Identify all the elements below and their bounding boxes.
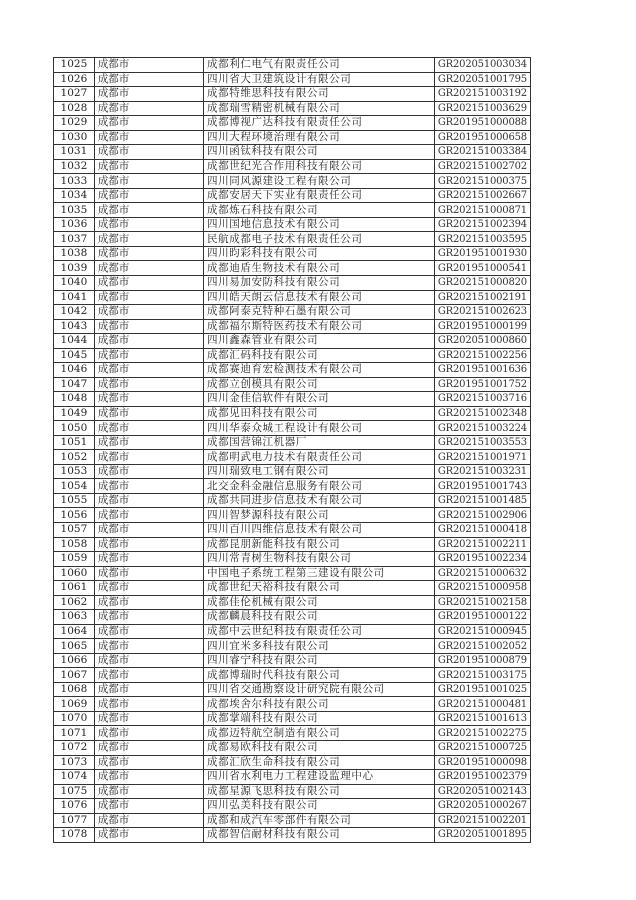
certificate-code-cell: GR202151000871 bbox=[434, 203, 530, 218]
company-name-cell: 四川智梦源科技有限公司 bbox=[204, 508, 435, 523]
certificate-code-cell: GR202151000632 bbox=[434, 566, 530, 581]
certificate-code-cell: GR202151003595 bbox=[434, 232, 530, 247]
certificate-code-cell: GR201951000879 bbox=[434, 653, 530, 668]
certificate-code-cell: GR202151002906 bbox=[434, 508, 530, 523]
company-name-cell: 成都易欧科技有限公司 bbox=[204, 740, 435, 755]
table-row bbox=[54, 421, 531, 436]
table-row bbox=[54, 217, 531, 232]
row-number-cell: 1025 bbox=[54, 58, 95, 73]
certificate-code-cell: GR202151001613 bbox=[434, 711, 530, 726]
table-row bbox=[54, 711, 531, 726]
row-number-cell: 1058 bbox=[54, 537, 95, 552]
table-row bbox=[54, 639, 531, 654]
city-cell: 成都市 bbox=[94, 348, 203, 363]
table-row bbox=[54, 87, 531, 102]
company-name-cell: 四川同风源建设工程有限公司 bbox=[204, 174, 435, 189]
city-cell: 成都市 bbox=[94, 740, 203, 755]
table-row bbox=[54, 174, 531, 189]
company-name-cell: 四川百川四维信息技术有限公司 bbox=[204, 523, 435, 538]
row-number-cell: 1039 bbox=[54, 261, 95, 276]
table-row bbox=[54, 581, 531, 596]
certificate-code-cell: GR202151000945 bbox=[434, 624, 530, 639]
company-name-cell: 成都中云世纪科技有限责任公司 bbox=[204, 624, 435, 639]
row-number-cell: 1047 bbox=[54, 377, 95, 392]
certificate-code-cell: GR201951001636 bbox=[434, 363, 530, 378]
table-row bbox=[54, 450, 531, 465]
city-cell: 成都市 bbox=[94, 116, 203, 131]
row-number-cell: 1076 bbox=[54, 799, 95, 814]
certificate-code-cell: GR201951002379 bbox=[434, 770, 530, 785]
table-row bbox=[54, 523, 531, 538]
company-name-cell: 成都迈特航空制造有限公司 bbox=[204, 726, 435, 741]
table-row bbox=[54, 770, 531, 785]
certificate-code-cell: GR202151003231 bbox=[434, 464, 530, 479]
company-name-cell: 成都昆朋新能科技有限公司 bbox=[204, 537, 435, 552]
table-row bbox=[54, 624, 531, 639]
company-name-cell: 成都共同进步信息技术有限公司 bbox=[204, 493, 435, 508]
company-name-cell: 成都立创模具有限公司 bbox=[204, 377, 435, 392]
city-cell: 成都市 bbox=[94, 246, 203, 261]
company-name-cell: 成都掌端科技有限公司 bbox=[204, 711, 435, 726]
certificate-code-cell: GR202051000267 bbox=[434, 799, 530, 814]
company-name-cell: 成都安居天下实业有限责任公司 bbox=[204, 188, 435, 203]
row-number-cell: 1043 bbox=[54, 319, 95, 334]
company-name-cell: 中国电子系统工程第三建设有限公司 bbox=[204, 566, 435, 581]
company-name-cell: 成都国营锦江机器厂 bbox=[204, 435, 435, 450]
table-row bbox=[54, 755, 531, 770]
city-cell: 成都市 bbox=[94, 711, 203, 726]
row-number-cell: 1051 bbox=[54, 435, 95, 450]
row-number-cell: 1073 bbox=[54, 755, 95, 770]
company-name-cell: 成都世纪天裕科技有限公司 bbox=[204, 581, 435, 596]
certificate-code-cell: GR202051003034 bbox=[434, 58, 530, 73]
company-name-cell: 成都炼石科技有限公司 bbox=[204, 203, 435, 218]
city-cell: 成都市 bbox=[94, 261, 203, 276]
city-cell: 成都市 bbox=[94, 682, 203, 697]
table-row bbox=[54, 537, 531, 552]
company-name-cell: 成都福尔斯特医药技术有限公司 bbox=[204, 319, 435, 334]
row-number-cell: 1055 bbox=[54, 493, 95, 508]
row-number-cell: 1077 bbox=[54, 813, 95, 828]
table-row bbox=[54, 72, 531, 87]
city-cell: 成都市 bbox=[94, 595, 203, 610]
table-row bbox=[54, 275, 531, 290]
city-cell: 成都市 bbox=[94, 174, 203, 189]
company-name-cell: 成都迪盾生物技术有限公司 bbox=[204, 261, 435, 276]
city-cell: 成都市 bbox=[94, 392, 203, 407]
certificate-code-cell: GR202151003553 bbox=[434, 435, 530, 450]
certificate-code-cell: GR201951000541 bbox=[434, 261, 530, 276]
company-name-cell: 成都麟晨科技有限公司 bbox=[204, 610, 435, 625]
table-row bbox=[54, 261, 531, 276]
company-name-cell: 成都汇欣生命科技有限公司 bbox=[204, 755, 435, 770]
row-number-cell: 1057 bbox=[54, 523, 95, 538]
row-number-cell: 1041 bbox=[54, 290, 95, 305]
table-row bbox=[54, 334, 531, 349]
row-number-cell: 1075 bbox=[54, 784, 95, 799]
city-cell: 成都市 bbox=[94, 319, 203, 334]
city-cell: 成都市 bbox=[94, 145, 203, 160]
table-row bbox=[54, 566, 531, 581]
company-name-cell: 四川函钛科技有限公司 bbox=[204, 145, 435, 160]
company-name-cell: 四川华泰众城工程设计有限公司 bbox=[204, 421, 435, 436]
city-cell: 成都市 bbox=[94, 334, 203, 349]
row-number-cell: 1063 bbox=[54, 610, 95, 625]
row-number-cell: 1069 bbox=[54, 697, 95, 712]
company-name-cell: 四川易加安防科技有限公司 bbox=[204, 275, 435, 290]
table-body bbox=[54, 58, 531, 843]
row-number-cell: 1034 bbox=[54, 188, 95, 203]
city-cell: 成都市 bbox=[94, 203, 203, 218]
table-row bbox=[54, 508, 531, 523]
company-name-cell: 四川国地信息技术有限公司 bbox=[204, 217, 435, 232]
row-number-cell: 1052 bbox=[54, 450, 95, 465]
table-row bbox=[54, 653, 531, 668]
city-cell: 成都市 bbox=[94, 130, 203, 145]
row-number-cell: 1060 bbox=[54, 566, 95, 581]
company-name-cell: 四川鑫森管业有限公司 bbox=[204, 334, 435, 349]
city-cell: 成都市 bbox=[94, 668, 203, 683]
table-row bbox=[54, 101, 531, 116]
row-number-cell: 1053 bbox=[54, 464, 95, 479]
city-cell: 成都市 bbox=[94, 232, 203, 247]
row-number-cell: 1068 bbox=[54, 682, 95, 697]
company-name-cell: 成都佳伦机械有限公司 bbox=[204, 595, 435, 610]
certificate-code-cell: GR202151001971 bbox=[434, 450, 530, 465]
certificate-code-cell: GR201951000088 bbox=[434, 116, 530, 131]
certificate-code-cell: GR202151001485 bbox=[434, 493, 530, 508]
row-number-cell: 1038 bbox=[54, 246, 95, 261]
company-name-cell: 四川金佳信软件有限公司 bbox=[204, 392, 435, 407]
table-row bbox=[54, 784, 531, 799]
certificate-code-cell: GR202151002191 bbox=[434, 290, 530, 305]
company-name-cell: 成都利仁电气有限责任公司 bbox=[204, 58, 435, 73]
city-cell: 成都市 bbox=[94, 87, 203, 102]
certificate-code-cell: GR202151000418 bbox=[434, 523, 530, 538]
row-number-cell: 1049 bbox=[54, 406, 95, 421]
row-number-cell: 1067 bbox=[54, 668, 95, 683]
table-row bbox=[54, 305, 531, 320]
row-number-cell: 1066 bbox=[54, 653, 95, 668]
city-cell: 成都市 bbox=[94, 828, 203, 843]
table-row bbox=[54, 159, 531, 174]
company-name-cell: 成都赛迪育宏检测技术有限公司 bbox=[204, 363, 435, 378]
city-cell: 成都市 bbox=[94, 363, 203, 378]
company-name-cell: 民航成都电子技术有限责任公司 bbox=[204, 232, 435, 247]
city-cell: 成都市 bbox=[94, 72, 203, 87]
company-name-cell: 四川宜米多科技有限公司 bbox=[204, 639, 435, 654]
table-row bbox=[54, 552, 531, 567]
city-cell: 成都市 bbox=[94, 217, 203, 232]
city-cell: 成都市 bbox=[94, 770, 203, 785]
company-name-cell: 四川省水利电力工程建设监理中心 bbox=[204, 770, 435, 785]
certificate-code-cell: GR201951000122 bbox=[434, 610, 530, 625]
table-row bbox=[54, 145, 531, 160]
certificate-code-cell: GR202051002143 bbox=[434, 784, 530, 799]
row-number-cell: 1033 bbox=[54, 174, 95, 189]
table-row bbox=[54, 697, 531, 712]
city-cell: 成都市 bbox=[94, 566, 203, 581]
company-name-cell: 成都瑞雪精密机械有限公司 bbox=[204, 101, 435, 116]
row-number-cell: 1059 bbox=[54, 552, 95, 567]
table-row bbox=[54, 246, 531, 261]
row-number-cell: 1036 bbox=[54, 217, 95, 232]
certificate-code-cell: GR202151003175 bbox=[434, 668, 530, 683]
certificate-code-cell: GR202051000860 bbox=[434, 334, 530, 349]
table-row bbox=[54, 406, 531, 421]
company-name-cell: 四川常青树生物科技有限公司 bbox=[204, 552, 435, 567]
table-row bbox=[54, 740, 531, 755]
certificate-code-cell: GR202151003224 bbox=[434, 421, 530, 436]
company-name-cell: 四川皓天朗云信息技术有限公司 bbox=[204, 290, 435, 305]
certificate-code-cell: GR201951001752 bbox=[434, 377, 530, 392]
city-cell: 成都市 bbox=[94, 435, 203, 450]
table-row bbox=[54, 813, 531, 828]
city-cell: 成都市 bbox=[94, 581, 203, 596]
certificate-code-cell: GR201951001025 bbox=[434, 682, 530, 697]
row-number-cell: 1026 bbox=[54, 72, 95, 87]
company-name-cell: 成都见田科技有限公司 bbox=[204, 406, 435, 421]
row-number-cell: 1061 bbox=[54, 581, 95, 596]
row-number-cell: 1064 bbox=[54, 624, 95, 639]
certificate-code-cell: GR202151003192 bbox=[434, 87, 530, 102]
row-number-cell: 1042 bbox=[54, 305, 95, 320]
table-row bbox=[54, 595, 531, 610]
company-name-cell: 成都埃舍尔科技有限公司 bbox=[204, 697, 435, 712]
city-cell: 成都市 bbox=[94, 450, 203, 465]
city-cell: 成都市 bbox=[94, 421, 203, 436]
city-cell: 成都市 bbox=[94, 813, 203, 828]
city-cell: 成都市 bbox=[94, 377, 203, 392]
table-row bbox=[54, 203, 531, 218]
certificate-code-cell: GR202151003629 bbox=[434, 101, 530, 116]
table-row bbox=[54, 479, 531, 494]
company-name-cell: 四川大程环境治理有限公司 bbox=[204, 130, 435, 145]
row-number-cell: 1040 bbox=[54, 275, 95, 290]
company-name-cell: 成都和成汽车零部件有限公司 bbox=[204, 813, 435, 828]
table-row bbox=[54, 348, 531, 363]
city-cell: 成都市 bbox=[94, 799, 203, 814]
city-cell: 成都市 bbox=[94, 697, 203, 712]
table-row bbox=[54, 828, 531, 843]
certificate-code-cell: GR202151000725 bbox=[434, 740, 530, 755]
row-number-cell: 1071 bbox=[54, 726, 95, 741]
city-cell: 成都市 bbox=[94, 479, 203, 494]
row-number-cell: 1054 bbox=[54, 479, 95, 494]
company-name-cell: 成都博视广达科技有限责任公司 bbox=[204, 116, 435, 131]
company-name-cell: 成都特维思科技有限公司 bbox=[204, 87, 435, 102]
city-cell: 成都市 bbox=[94, 552, 203, 567]
table-row bbox=[54, 363, 531, 378]
company-name-cell: 成都汇码科技有限公司 bbox=[204, 348, 435, 363]
row-number-cell: 1072 bbox=[54, 740, 95, 755]
row-number-cell: 1048 bbox=[54, 392, 95, 407]
certificate-code-cell: GR202151000481 bbox=[434, 697, 530, 712]
city-cell: 成都市 bbox=[94, 159, 203, 174]
table-row bbox=[54, 726, 531, 741]
certificate-code-cell: GR201951002234 bbox=[434, 552, 530, 567]
row-number-cell: 1035 bbox=[54, 203, 95, 218]
company-name-cell: 四川睿宁科技有限公司 bbox=[204, 653, 435, 668]
table-row bbox=[54, 682, 531, 697]
row-number-cell: 1078 bbox=[54, 828, 95, 843]
row-number-cell: 1044 bbox=[54, 334, 95, 349]
city-cell: 成都市 bbox=[94, 275, 203, 290]
certificate-code-cell: GR202151002667 bbox=[434, 188, 530, 203]
certificate-code-cell: GR202151002348 bbox=[434, 406, 530, 421]
company-name-cell: 成都智信耐材科技有限公司 bbox=[204, 828, 435, 843]
row-number-cell: 1074 bbox=[54, 770, 95, 785]
certificate-code-cell: GR201951000098 bbox=[434, 755, 530, 770]
city-cell: 成都市 bbox=[94, 188, 203, 203]
city-cell: 成都市 bbox=[94, 101, 203, 116]
company-name-cell: 成都世纪光合作用科技有限公司 bbox=[204, 159, 435, 174]
table-row bbox=[54, 377, 531, 392]
company-name-cell: 四川瑞致电工钢有限公司 bbox=[204, 464, 435, 479]
company-name-cell: 成都博瑞时代科技有限公司 bbox=[204, 668, 435, 683]
table-row bbox=[54, 799, 531, 814]
row-number-cell: 1062 bbox=[54, 595, 95, 610]
city-cell: 成都市 bbox=[94, 610, 203, 625]
company-name-cell: 成都阿泰克特种石墨有限公司 bbox=[204, 305, 435, 320]
city-cell: 成都市 bbox=[94, 464, 203, 479]
certificate-code-cell: GR202151003384 bbox=[434, 145, 530, 160]
certificate-code-cell: GR201951001743 bbox=[434, 479, 530, 494]
city-cell: 成都市 bbox=[94, 624, 203, 639]
certificate-code-cell: GR202151002211 bbox=[434, 537, 530, 552]
row-number-cell: 1045 bbox=[54, 348, 95, 363]
table-row bbox=[54, 290, 531, 305]
certificate-code-cell: GR202051001895 bbox=[434, 828, 530, 843]
row-number-cell: 1028 bbox=[54, 101, 95, 116]
row-number-cell: 1065 bbox=[54, 639, 95, 654]
table-row bbox=[54, 668, 531, 683]
table-row bbox=[54, 319, 531, 334]
company-name-cell: 成都星源飞思科技有限公司 bbox=[204, 784, 435, 799]
certificate-code-cell: GR201951000199 bbox=[434, 319, 530, 334]
city-cell: 成都市 bbox=[94, 508, 203, 523]
table-row bbox=[54, 58, 531, 73]
table-row bbox=[54, 116, 531, 131]
row-number-cell: 1046 bbox=[54, 363, 95, 378]
row-number-cell: 1032 bbox=[54, 159, 95, 174]
row-number-cell: 1030 bbox=[54, 130, 95, 145]
city-cell: 成都市 bbox=[94, 537, 203, 552]
city-cell: 成都市 bbox=[94, 784, 203, 799]
city-cell: 成都市 bbox=[94, 290, 203, 305]
city-cell: 成都市 bbox=[94, 653, 203, 668]
row-number-cell: 1037 bbox=[54, 232, 95, 247]
city-cell: 成都市 bbox=[94, 58, 203, 73]
company-name-cell: 四川昀彩科技有限公司 bbox=[204, 246, 435, 261]
certificate-code-cell: GR202151000375 bbox=[434, 174, 530, 189]
table-row bbox=[54, 232, 531, 247]
certificate-code-cell: GR202151002201 bbox=[434, 813, 530, 828]
table-row bbox=[54, 464, 531, 479]
row-number-cell: 1070 bbox=[54, 711, 95, 726]
certificate-code-cell: GR202151002702 bbox=[434, 159, 530, 174]
row-number-cell: 1027 bbox=[54, 87, 95, 102]
table-row bbox=[54, 392, 531, 407]
table-row bbox=[54, 188, 531, 203]
city-cell: 成都市 bbox=[94, 726, 203, 741]
certificate-code-cell: GR202151002052 bbox=[434, 639, 530, 654]
certificate-code-cell: GR202151002394 bbox=[434, 217, 530, 232]
city-cell: 成都市 bbox=[94, 305, 203, 320]
city-cell: 成都市 bbox=[94, 523, 203, 538]
city-cell: 成都市 bbox=[94, 755, 203, 770]
row-number-cell: 1050 bbox=[54, 421, 95, 436]
city-cell: 成都市 bbox=[94, 639, 203, 654]
certificate-code-cell: GR202051001795 bbox=[434, 72, 530, 87]
certificate-code-cell: GR201951001930 bbox=[434, 246, 530, 261]
certificate-code-cell: GR202151000820 bbox=[434, 275, 530, 290]
certificate-code-cell: GR202151002623 bbox=[434, 305, 530, 320]
company-name-cell: 成都明武电力技术有限责任公司 bbox=[204, 450, 435, 465]
certificate-code-cell: GR202151002158 bbox=[434, 595, 530, 610]
table-row bbox=[54, 493, 531, 508]
table-row bbox=[54, 435, 531, 450]
certificate-code-cell: GR202151002256 bbox=[434, 348, 530, 363]
row-number-cell: 1031 bbox=[54, 145, 95, 160]
company-name-cell: 四川省大卫建筑设计有限公司 bbox=[204, 72, 435, 87]
city-cell: 成都市 bbox=[94, 493, 203, 508]
row-number-cell: 1029 bbox=[54, 116, 95, 131]
enterprise-list-table bbox=[53, 57, 531, 843]
row-number-cell: 1056 bbox=[54, 508, 95, 523]
table-row bbox=[54, 610, 531, 625]
certificate-code-cell: GR202151000958 bbox=[434, 581, 530, 596]
company-name-cell: 四川弘美科技有限公司 bbox=[204, 799, 435, 814]
company-name-cell: 四川省交通勘察设计研究院有限公司 bbox=[204, 682, 435, 697]
certificate-code-cell: GR202151003716 bbox=[434, 392, 530, 407]
table-row bbox=[54, 130, 531, 145]
certificate-code-cell: GR202151002275 bbox=[434, 726, 530, 741]
company-name-cell: 北交金科金融信息服务有限公司 bbox=[204, 479, 435, 494]
city-cell: 成都市 bbox=[94, 406, 203, 421]
certificate-code-cell: GR201951000658 bbox=[434, 130, 530, 145]
